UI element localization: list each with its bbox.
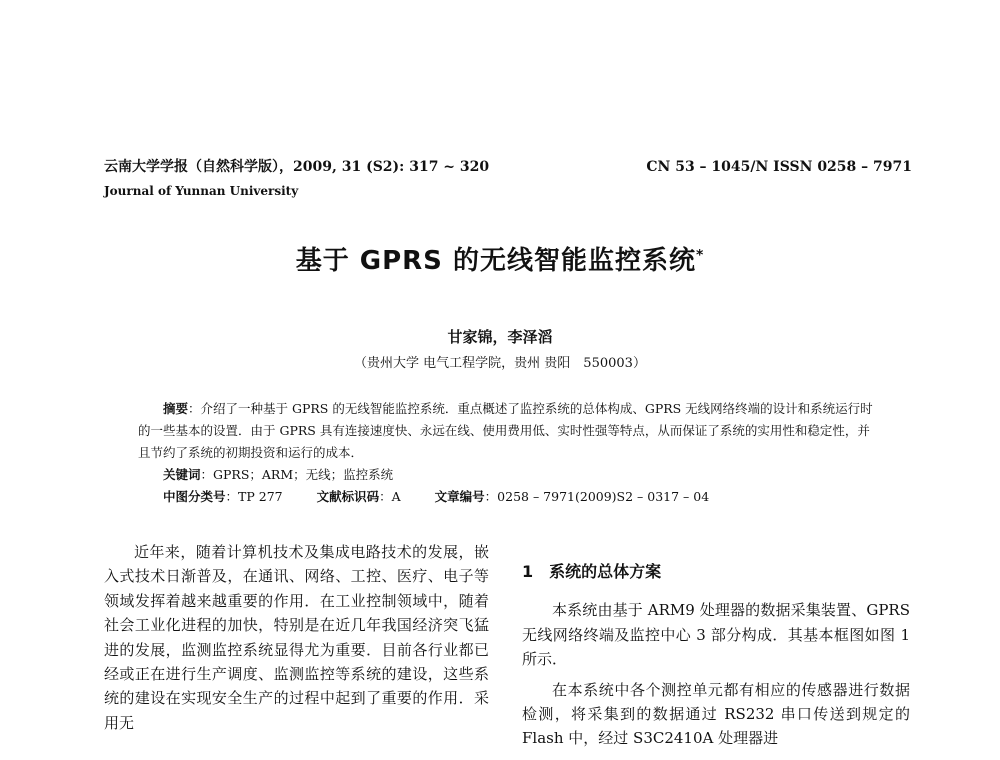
journal-cn-citation: 云南大学学报（自然科学版），2009, 31 (S2): 317 ~ 320 [104,159,490,175]
journal-en-name: Journal of Yunnan University [104,184,299,198]
body-left-column [104,540,489,735]
abstract-block [138,398,878,508]
keywords [163,464,878,486]
journal-codes: CN 53 – 1045/N ISSN 0258 – 7971 [646,159,912,175]
clc-value: ：TP 277 [225,489,283,504]
classification-line [163,486,878,508]
keywords-label: 关键词 [163,467,201,482]
section-heading [522,560,910,584]
document-code-label: 文献标识码 [316,489,380,504]
section-number: 1 [522,562,534,581]
paper-title-text: 基于 GPRS 的无线智能监控系统 [295,246,696,276]
article-number [435,486,710,508]
title-footnote-mark: * [695,247,705,264]
article-number-label: 文章编号 [434,489,485,504]
journal-citation-line [104,158,912,176]
clc-label: 中图分类号 [163,489,226,504]
document-code [317,486,401,508]
body-right-column [522,540,910,751]
section-paragraph-2: 在本系统中各个测控单元都有相应的传感器进行数据检测，将采集到的数据通过 RS232 串口传送到规定的 Flash 中，经过 S3C2410A 处理器进 [522,680,910,748]
keywords-text: ：GPRS；ARM；无线；监控系统 [200,467,394,482]
abstract-text: ：介绍了一种基于 GPRS 的无线智能监控系统．重点概述了监控系统的总体构成、GPRS 无线网络终端的设计和系统运行时的一些基本的设置．由于 GPRS 具有连接速度快、永远在线、使用费用低、实时性强等特点，从而保证了系统的实用性和稳定性，并且节约了系统的初期投资和运行的成本． [138,401,873,460]
intro-paragraph: 近年来，随着计算机技术及集成电路技术的发展，嵌入式技术日渐普及，在通讯、网络、工控、医疗、电子等领域发挥着越来越重要的作用．在工业控制领域中，随着社会工业化进程的加快，特别是在近几年我国经济突飞猛进的发展，监测监控系统显得尤为重要．目前各行业都已经或正在进行生产调度、监测监控等系统的建设，这些系统的建设在实现安全生产的过程中起到了重要的作用．采用无 [104,543,489,732]
document-code-value: ：A [379,489,401,504]
journal-header [104,158,912,198]
affiliation: （贵州大学 电气工程学院，贵州 贵阳 550003） [354,356,646,371]
section-title: 系统的总体方案 [549,562,662,581]
authors: 甘家锦，李泽滔 [447,328,553,346]
paper-title [0,240,1000,277]
article-number-value: ：0258 – 7971(2009)S2 – 0317 – 04 [484,489,710,504]
abstract [138,398,878,464]
clc-code [163,486,283,508]
abstract-label: 摘要 [163,401,189,416]
section-paragraph-1: 本系统由基于 ARM9 处理器的数据采集装置、GPRS 无线网络终端及监控中心 3 部分构成．其基本框图如图 1 所示． [522,601,910,669]
